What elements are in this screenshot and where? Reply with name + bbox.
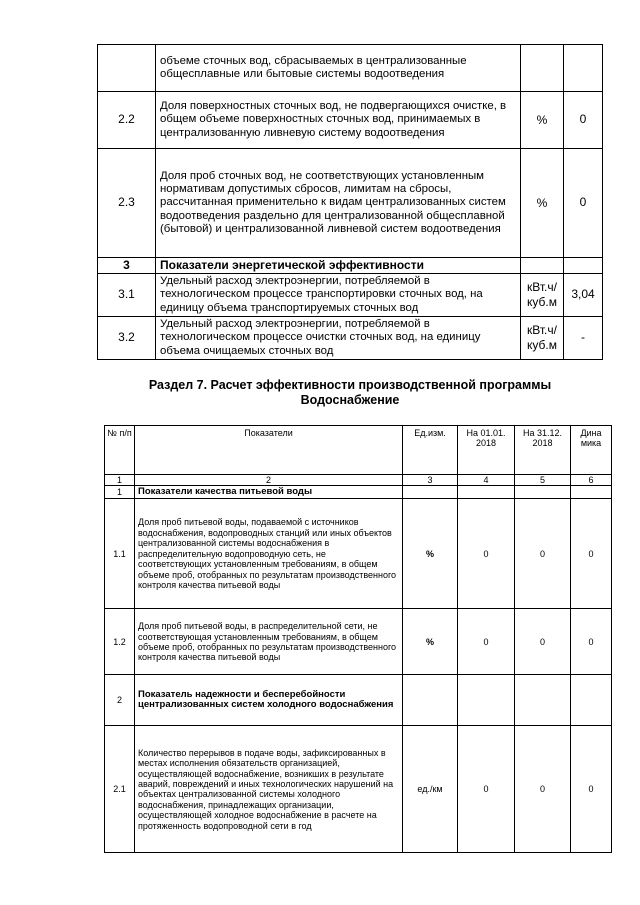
column-number: 6 <box>571 475 612 486</box>
empty-cell <box>515 486 571 499</box>
column-number: 4 <box>458 475 515 486</box>
header-dynamics: Дина мика <box>571 426 612 475</box>
indicator-text: Количество перерывов в подаче воды, зафиксированных в местах исполнения обязательств организацией, осуществляющей водоснабжение, возникших в результате аварий, повреждений и иных технологических нарушений на объектах централизованной системы холодного водоснабжения, принадлежащих организации, осуществляющей холодное водоснабжение в расчете на протяженность водопроводной сети в год <box>135 726 403 853</box>
header-start-value: На 01.01. 2018 <box>458 426 515 475</box>
unit-cell: % <box>521 92 564 149</box>
value-cell: 0 <box>564 92 603 149</box>
header-unit: Ед.изм. <box>403 426 458 475</box>
value-cell: 3,04 <box>564 274 603 317</box>
value-cell: - <box>564 317 603 360</box>
section-number: 1 <box>105 486 135 499</box>
indicator-text: Доля проб питьевой воды, подаваемой с источников водоснабжения, водопроводных станций или иных объектов централизованной системы водоснабжения в распределительную водопроводную сеть, не соответствующих установленным требованиям, в общем объеме проб, отобранных по результатам производственного контроля качества питьевой воды <box>135 499 403 609</box>
table-row <box>98 317 603 360</box>
empty-cell <box>403 486 458 499</box>
value-cell <box>564 45 603 92</box>
unit-cell: % <box>403 499 458 609</box>
dynamics-value: 0 <box>571 726 612 853</box>
header-end-value: На 31.12. 2018 <box>515 426 571 475</box>
header-indicators: Показатели <box>135 426 403 475</box>
end-value: 0 <box>515 726 571 853</box>
table-row <box>105 499 612 609</box>
section-title: Показатель надежности и бесперебойности централизованных систем холодного водоснабжения <box>135 675 403 726</box>
unit-cell <box>521 258 564 274</box>
section-number: 2 <box>105 675 135 726</box>
empty-cell <box>571 486 612 499</box>
column-number: 3 <box>403 475 458 486</box>
column-number: 5 <box>515 475 571 486</box>
unit-cell: ед./км <box>403 726 458 853</box>
column-number: 1 <box>105 475 135 486</box>
value-cell <box>564 258 603 274</box>
row-number <box>98 45 156 92</box>
empty-cell <box>458 675 515 726</box>
end-value: 0 <box>515 609 571 675</box>
indicator-text: Доля проб сточных вод, не соответствующих установленным нормативам допустимых сбросов, лимитам на сбросы, рассчитанная применительно к видам централизованных систем водоотведения раздельно для централизованной общесплавной (бытовой) и централизованной ливневой систем водоотведения <box>156 149 521 258</box>
section-heading-line-1: Раздел 7. Расчет эффективности производственной программы <box>148 378 552 392</box>
start-value: 0 <box>458 726 515 853</box>
section-row <box>105 486 612 499</box>
table-row <box>98 149 603 258</box>
section-heading <box>60 378 640 408</box>
start-value: 0 <box>458 609 515 675</box>
row-number: 1.2 <box>105 609 135 675</box>
table-row <box>98 274 603 317</box>
unit-cell: % <box>403 609 458 675</box>
table-row <box>105 726 612 853</box>
column-number-row <box>105 475 612 486</box>
empty-cell <box>515 675 571 726</box>
unit-cell <box>521 45 564 92</box>
unit-cell: кВт.ч/ куб.м <box>521 274 564 317</box>
row-number: 2.1 <box>105 726 135 853</box>
empty-cell <box>571 675 612 726</box>
row-number: 2.2 <box>98 92 156 149</box>
water-supply-indicators-table <box>104 425 612 853</box>
section-row <box>98 258 603 274</box>
indicator-text: Доля поверхностных сточных вод, не подвергающихся очистке, в общем объеме поверхностных сточных вод, принимаемых в централизованную ливневую систему водоотведения <box>156 92 521 149</box>
indicator-text: объеме сточных вод, сбрасываемых в централизованные общесплавные или бытовые системы водоотведения <box>156 45 521 92</box>
empty-cell <box>403 675 458 726</box>
indicator-text: Удельный расход электроэнергии, потребляемой в технологическом процессе транспортировки сточных вод, на единицу объема транспортируемых сточных вод <box>156 274 521 317</box>
section-row <box>105 675 612 726</box>
indicator-text: Удельный расход электроэнергии, потребляемой в технологическом процессе очистки сточных вод, на единицу объема очищаемых сточных вод <box>156 317 521 360</box>
header-row <box>105 426 612 475</box>
column-number: 2 <box>135 475 403 486</box>
header-number: № п/п <box>105 426 135 475</box>
row-number: 2.3 <box>98 149 156 258</box>
indicator-text: Доля проб питьевой воды, в распределительной сети, не соответствующая установленным требованиям, в общем объеме проб, отобранных по результатам производственного контроля качества питьевой воды <box>135 609 403 675</box>
section-title: Показатели качества питьевой воды <box>135 486 403 499</box>
unit-cell: % <box>521 149 564 258</box>
wastewater-indicators-table <box>97 44 603 360</box>
end-value: 0 <box>515 499 571 609</box>
section-title: Показатели энергетической эффективности <box>156 258 521 274</box>
row-number: 3.2 <box>98 317 156 360</box>
table-row <box>98 45 603 92</box>
empty-cell <box>458 486 515 499</box>
table-row <box>105 609 612 675</box>
start-value: 0 <box>458 499 515 609</box>
dynamics-value: 0 <box>571 499 612 609</box>
dynamics-value: 0 <box>571 609 612 675</box>
row-number: 1.1 <box>105 499 135 609</box>
row-number: 3.1 <box>98 274 156 317</box>
value-cell: 0 <box>564 149 603 258</box>
table-row <box>98 92 603 149</box>
unit-cell: кВт.ч/ куб.м <box>521 317 564 360</box>
section-number: 3 <box>98 258 156 274</box>
section-heading-line-2: Водоснабжение <box>300 393 400 407</box>
